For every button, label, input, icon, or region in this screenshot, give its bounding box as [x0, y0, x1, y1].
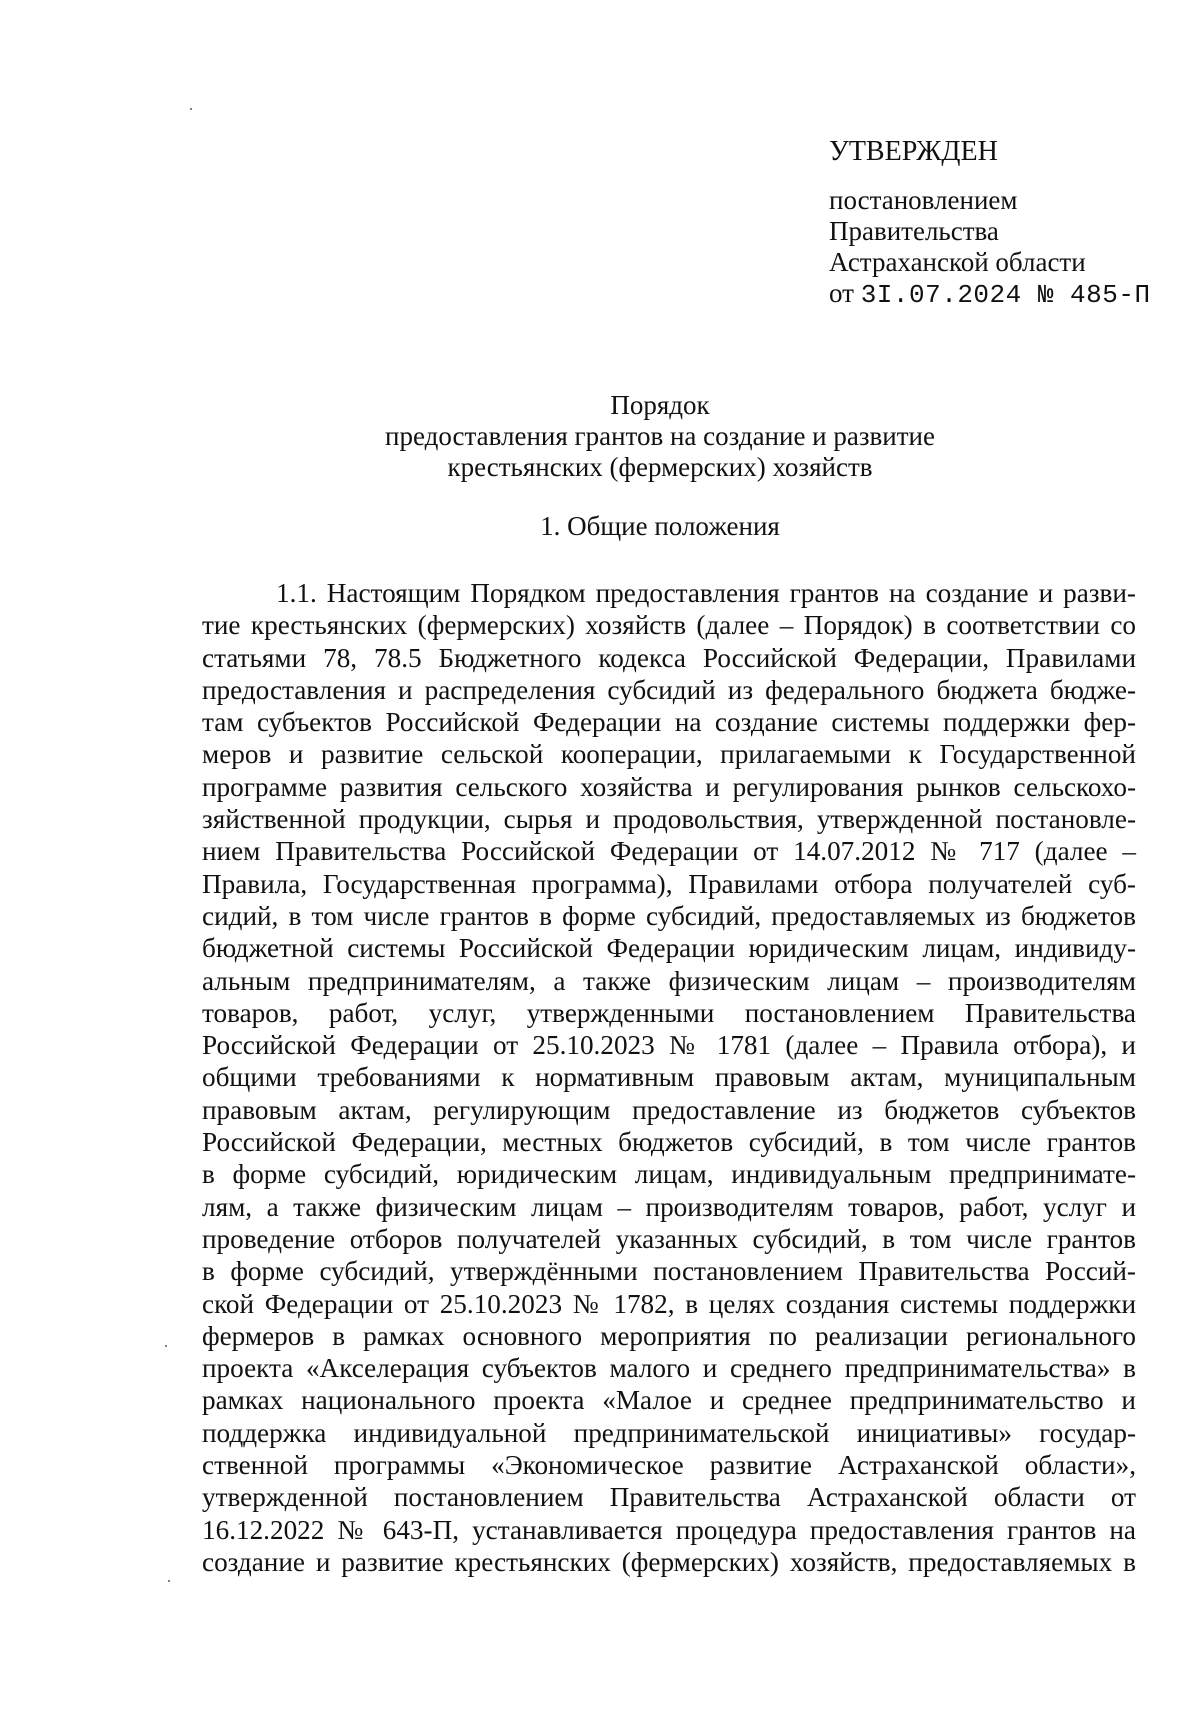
paragraph-line: там субъектов Российской Федерации на создание системы поддержки фер- — [202, 707, 1136, 738]
approval-date-prefix: от — [829, 278, 854, 308]
paragraph-line: сидий, в том числе грантов в форме субсидий, предоставляемых из бюджетов — [202, 900, 1136, 931]
paragraph-line: фермеров в рамках основного мероприятия по реализации регионального — [202, 1320, 1136, 1351]
paragraph-line: ственной программы «Экономическое развитие Астраханской области», — [202, 1450, 1136, 1481]
paragraph-line: ской Федерации от 25.10.2023 № 1782, в целях создания системы поддержки — [202, 1288, 1136, 1319]
document-title-line-1: Порядок — [610, 390, 710, 420]
approval-line-2: Правительства — [829, 216, 999, 246]
paragraph-line: программе развития сельского хозяйства и регулирования рынков сельскохо- — [202, 771, 1136, 802]
document-title-line-2: предоставления грантов на создание и развитие — [385, 421, 935, 451]
paragraph-line: создание и развитие крестьянских (фермерских) хозяйств, предоставляемых в — [202, 1546, 1136, 1577]
scan-speck — [168, 1580, 170, 1582]
paragraph-line: 16.12.2022 № 643-П, устанавливается процедура предоставления грантов на — [202, 1514, 1136, 1545]
document-title-line-3: крестьянских (фермерских) хозяйств — [447, 452, 873, 482]
paragraph-line: Российской Федерации от 25.10.2023 № 1781 (далее – Правила отбора), и — [202, 1030, 1136, 1061]
paragraph-line: альным предпринимателям, а также физическим лицам – производителям — [202, 965, 1136, 996]
section-heading: 1. Общие положения — [540, 511, 780, 541]
paragraph-line: утвержденной постановлением Правительства Астраханской области от — [202, 1482, 1136, 1513]
approval-title: УТВЕРЖДЕН — [829, 136, 998, 167]
paragraph-line: зяйственной продукции, сырья и продовольствия, утвержденной постановле- — [202, 804, 1136, 835]
paragraph-line: меров и развитие сельской кооперации, прилагаемыми к Государственной — [202, 739, 1136, 770]
paragraph-line: в форме субсидий, юридическим лицам, индивидуальным предпринимате- — [202, 1159, 1136, 1190]
paragraph-line: проекта «Акселерация субъектов малого и среднего предпринимательства» в — [202, 1353, 1136, 1384]
paragraph-line: в форме субсидий, утверждёнными постановлением Правительства Россий- — [202, 1256, 1136, 1287]
paragraph-line: нием Правительства Российской Федерации от 14.07.2012 № 717 (далее – — [202, 836, 1136, 867]
paragraph-line: рамках национального проекта «Малое и среднее предпринимательство и — [202, 1385, 1136, 1416]
scan-speck — [190, 108, 192, 110]
paragraph-line: лям, а также физическим лицам – производителям товаров, работ, услуг и — [202, 1191, 1136, 1222]
paragraph-line: Российской Федерации, местных бюджетов субсидий, в том числе грантов — [202, 1127, 1136, 1158]
approval-line-3: Астраханской области — [829, 247, 1086, 277]
paragraph-line: проведение отборов получателей указанных субсидий, в том числе грантов — [202, 1223, 1136, 1254]
document-title — [200, 390, 1120, 483]
approval-date-line — [829, 278, 1159, 311]
approval-date-number: 3I.07.2024 № 485-П — [860, 280, 1151, 310]
paragraph-line: статьями 78, 78.5 Бюджетного кодекса Российской Федерации, Правилами — [202, 642, 1136, 673]
paragraph-line: товаров, работ, услуг, утвержденными постановлением Правительства — [202, 997, 1136, 1028]
scan-speck — [165, 1345, 167, 1347]
paragraph-line: бюджетной системы Российской Федерации юридическим лицам, индивиду- — [202, 933, 1136, 964]
paragraph-line: Правила, Государственная программа), Правилами отбора получателей суб- — [202, 868, 1136, 899]
paragraph-line: 1.1. Настоящим Порядком предоставления грантов на создание и разви- — [276, 578, 1136, 608]
paragraph-1-1 — [202, 577, 1136, 1578]
paragraph-line: предоставления и распределения субсидий из федерального бюджета бюдже- — [202, 674, 1136, 705]
paragraph-line: тие крестьянских (фермерских) хозяйств (далее – Порядок) в соответствии со — [202, 610, 1136, 641]
paragraph-line: правовым актам, регулирующим предоставление из бюджетов субъектов — [202, 1094, 1136, 1125]
paragraph-line: общими требованиями к нормативным правовым актам, муниципальным — [202, 1062, 1136, 1093]
approval-stamp — [829, 136, 1159, 311]
paragraph-line: поддержка индивидуальной предпринимательской инициативы» государ- — [202, 1417, 1136, 1448]
approval-line-1: постановлением — [829, 185, 1018, 215]
